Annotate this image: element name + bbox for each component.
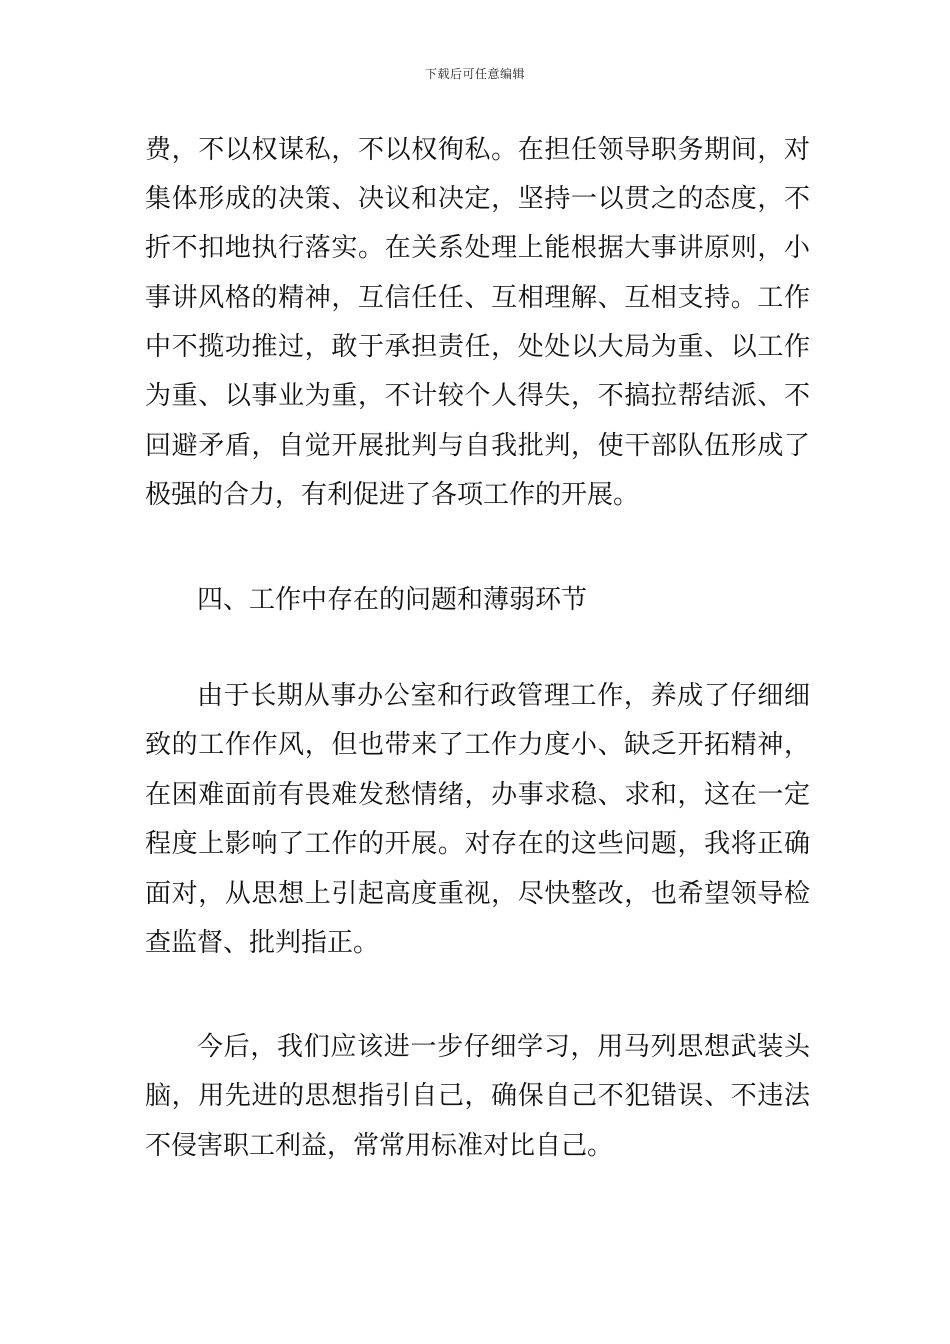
paragraph-2-line-1: 由于长期从事办公室和行政管理工作，养成了仔细细	[197, 681, 810, 711]
paragraph-2-line-3: 在困难面前有畏难发愁情绪，办事求稳、求和，这在一定	[145, 780, 810, 810]
paragraph-1-line-6: 为重、以事业为重，不计较个人得失，不搞拉帮结派、不	[145, 381, 810, 411]
paragraph-1-line-3: 折不扣地执行落实。在关系处理上能根据大事讲原则，小	[145, 233, 810, 263]
page-header: 下载后可任意编辑	[424, 67, 525, 81]
paragraph-1-line-8: 极强的合力，有利促进了各项工作的开展。	[145, 480, 640, 510]
section-heading: 四、工作中存在的问题和薄弱环节	[197, 585, 588, 615]
paragraph-2-line-6: 查监督、批判指正。	[145, 928, 380, 958]
paragraph-1-line-7: 回避矛盾，自觉开展批判与自我批判，使干部队伍形成了	[145, 431, 810, 461]
paragraph-1-line-2: 集体形成的决策、决议和决定，坚持一以贯之的态度，不	[145, 184, 810, 214]
paragraph-2-line-4: 程度上影响了工作的开展。对存在的这些问题，我将正确	[145, 829, 810, 859]
paragraph-1-line-1: 费，不以权谋私，不以权徇私。在担任领导职务期间，对	[145, 135, 810, 165]
paragraph-1-line-5: 中不揽功推过，敢于承担责任，处处以大局为重、以工作	[145, 332, 810, 362]
paragraph-3-line-3: 不侵害职工利益，常常用标准对比自己。	[145, 1131, 614, 1161]
paragraph-1-line-4: 事讲风格的精神，互信任任、互相理解、互相支持。工作	[145, 283, 810, 313]
paragraph-2-line-2: 致的工作作风，但也带来了工作力度小、缺乏开拓精神，	[145, 730, 810, 760]
paragraph-3-line-1: 今后，我们应该进一步仔细学习，用马列思想武装头	[197, 1032, 810, 1062]
paragraph-3-line-2: 脑，用先进的思想指引自己，确保自己不犯错误、不违法	[145, 1081, 810, 1111]
paragraph-2-line-5: 面对，从思想上引起高度重视，尽快整改，也希望领导检	[145, 879, 810, 909]
